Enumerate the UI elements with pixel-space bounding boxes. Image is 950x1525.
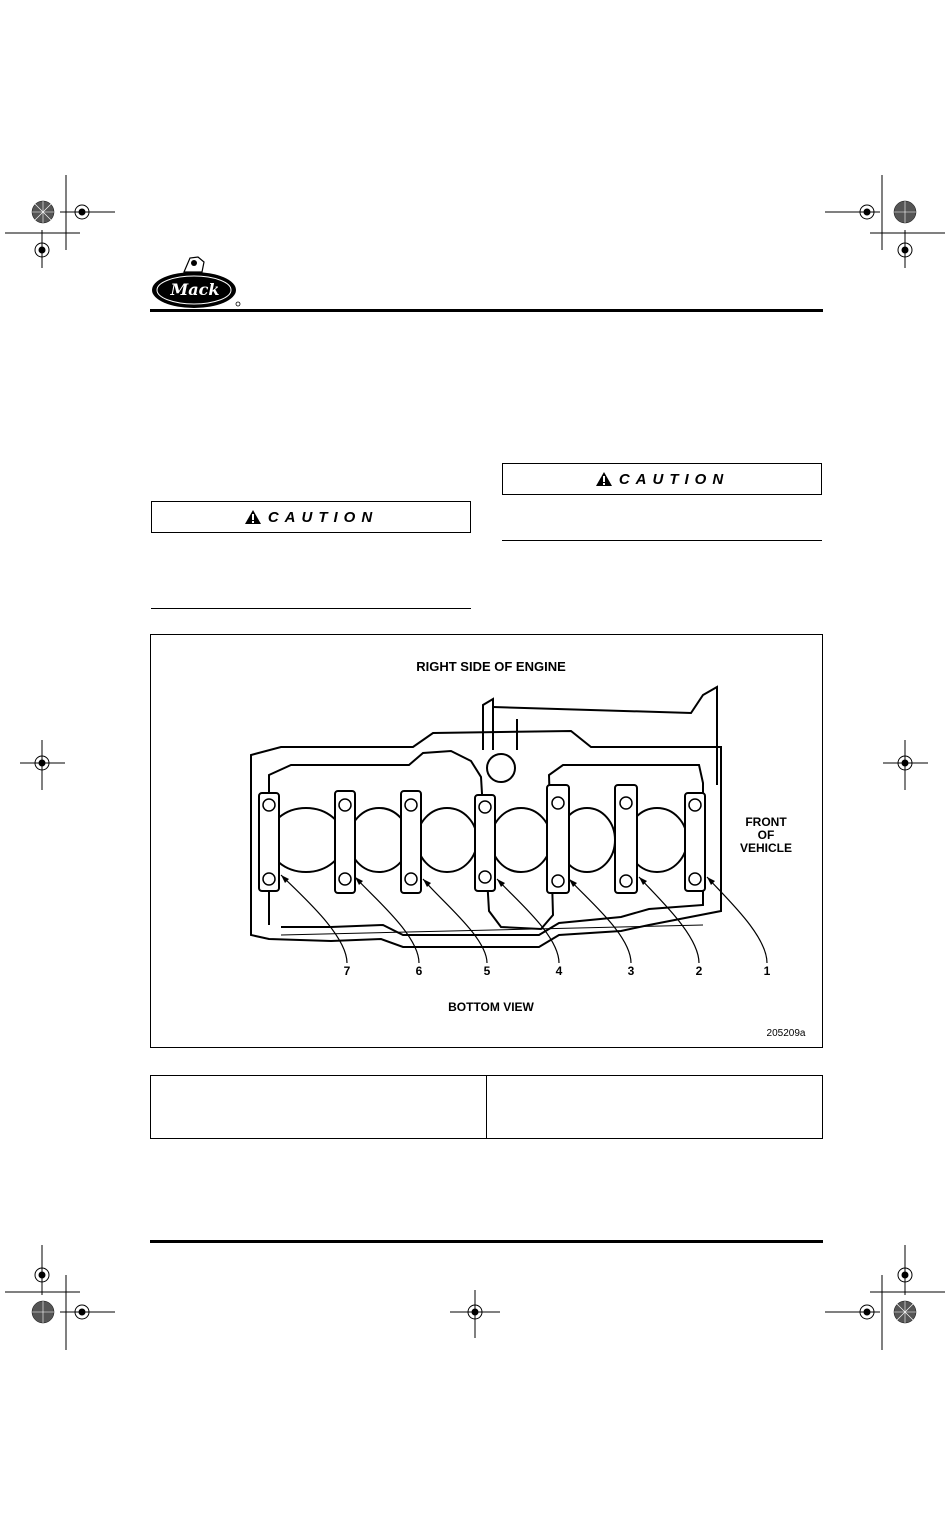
caution-label: CAUTION [267,508,379,526]
warning-triangle-icon [244,509,262,525]
callout-5: 5 [483,964,491,978]
caution-label: CAUTION [618,470,730,488]
logo-wordmark: Mack [170,280,220,299]
header-rule [150,309,823,312]
engine-figure [150,634,823,1048]
figure-title: RIGHT SIDE OF ENGINE [416,659,566,674]
callout-3: 3 [627,964,635,978]
front-of-vehicle-line-2: OF [757,828,775,842]
callout-4: 4 [555,964,563,978]
warning-triangle-icon [595,471,613,487]
spec-table [150,1075,823,1139]
table-cell-right [487,1076,822,1138]
callout-7: 7 [343,964,351,978]
caution-end-rule-left [151,608,471,609]
front-of-vehicle-line-3: VEHICLE [739,841,792,855]
caution-box-left [151,501,471,533]
callout-6: 6 [415,964,423,978]
mack-logo [150,252,242,312]
callout-2: 2 [695,964,703,978]
footer-rule [150,1240,823,1243]
front-of-vehicle-line-1: FRONT [745,815,787,829]
engine-block-drawing [151,635,822,1047]
callout-1: 1 [763,964,771,978]
caution-end-rule-right [502,540,822,541]
view-label: BOTTOM VIEW [448,1000,534,1014]
caution-box-right [502,463,822,495]
figure-id: 205209a [766,1028,806,1039]
table-cell-left [151,1076,487,1138]
